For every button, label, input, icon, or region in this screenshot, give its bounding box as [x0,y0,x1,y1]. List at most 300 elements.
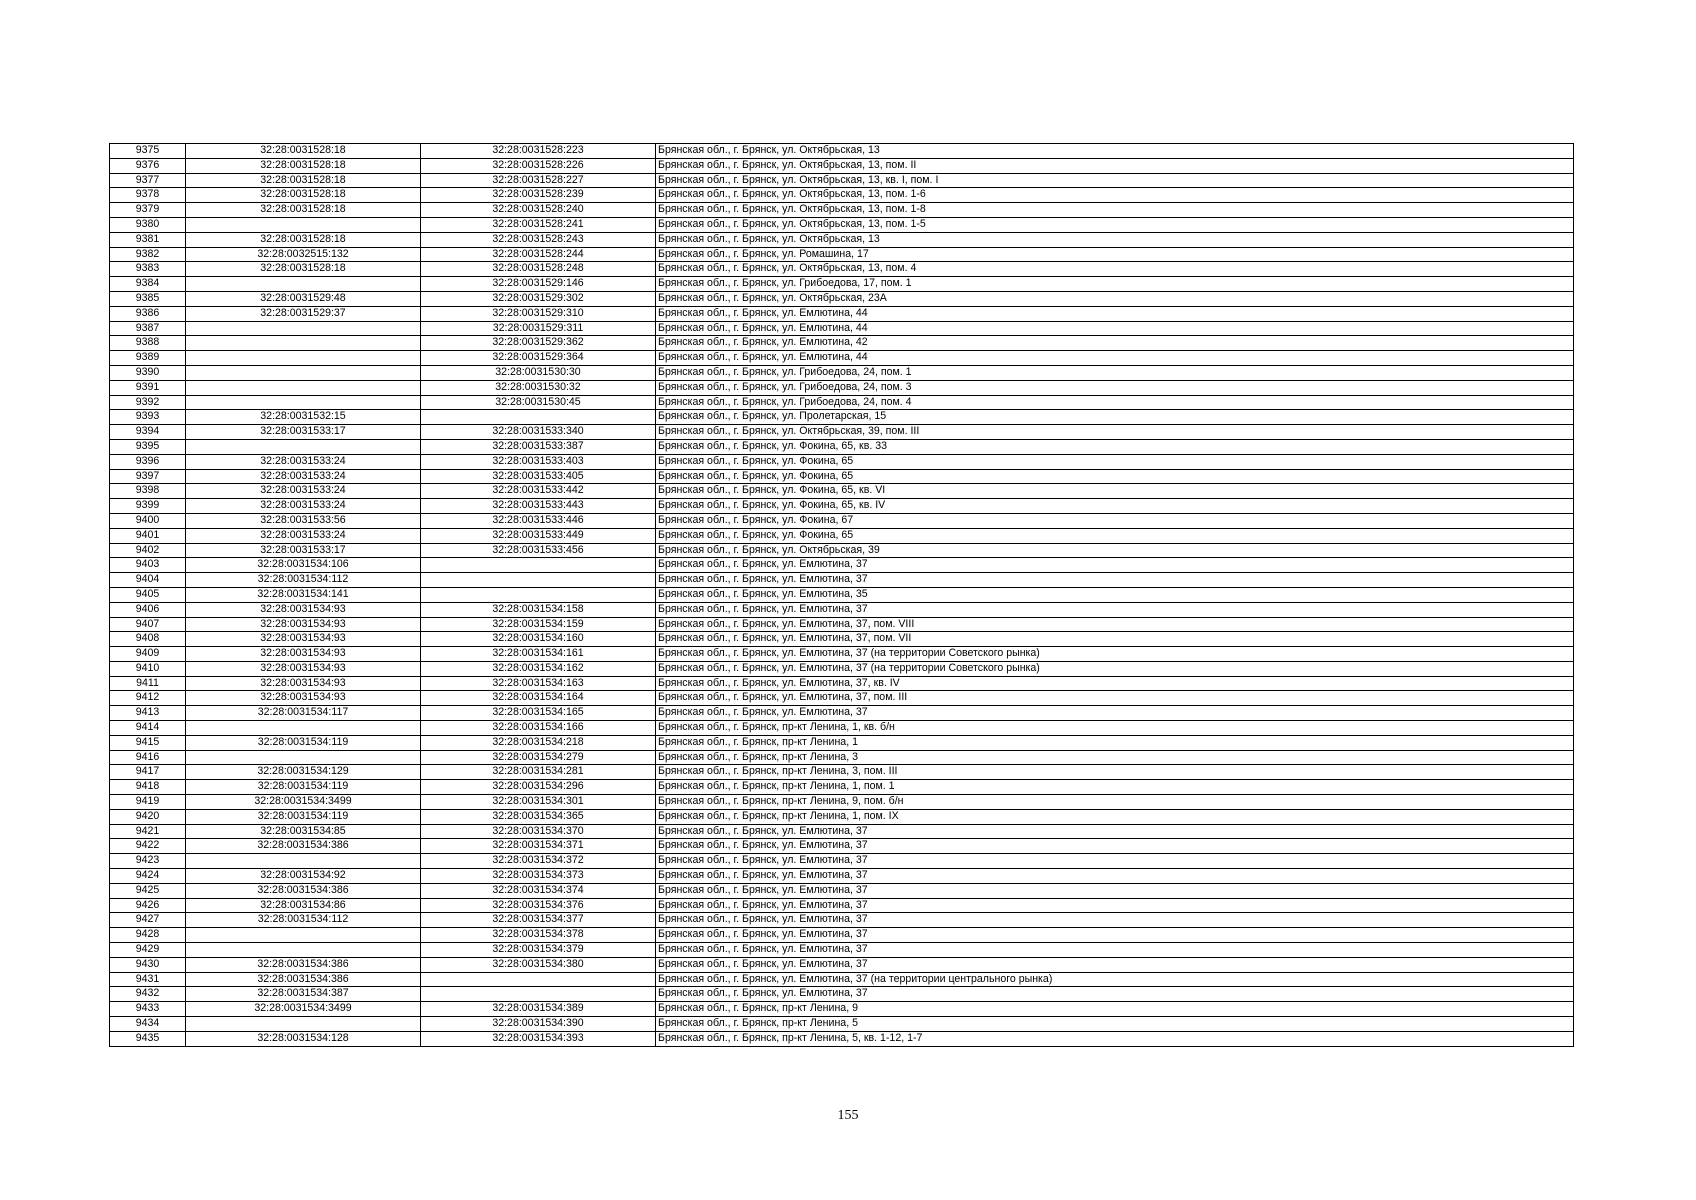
parent-cadastral-number-cell: 32:28:0031534:92 [186,869,421,884]
row-number-cell: 9410 [110,661,186,676]
table-row [110,1031,1574,1046]
table-row [110,336,1574,351]
page-number: 155 [837,1108,859,1123]
row-number-cell: 9409 [110,647,186,662]
parent-cadastral-number-cell: 32:28:0031533:24 [186,528,421,543]
parent-cadastral-number-cell: 32:28:0031534:386 [186,957,421,972]
row-number-cell: 9411 [110,676,186,691]
parent-cadastral-number-cell: 32:28:0031534:86 [186,898,421,913]
row-number-cell: 9378 [110,188,186,203]
table-row [110,144,1574,159]
address-cell: Брянская обл., г. Брянск, ул. Емлютина, 37 [656,913,1574,928]
table-row [110,425,1574,440]
cadastral-number-cell: 32:28:0031534:281 [421,765,656,780]
address-cell: Брянская обл., г. Брянск, ул. Емлютина, 37, пом. III [656,691,1574,706]
table-row [110,277,1574,292]
parent-cadastral-number-cell: 32:28:0031528:18 [186,262,421,277]
parent-cadastral-number-cell: 32:28:0031534:128 [186,1031,421,1046]
row-number-cell: 9412 [110,691,186,706]
address-cell: Брянская обл., г. Брянск, ул. Емлютина, 37 [656,957,1574,972]
address-cell: Брянская обл., г. Брянск, ул. Ромашина, 17 [656,247,1574,262]
parent-cadastral-number-cell: 32:28:0031533:24 [186,484,421,499]
address-cell: Брянская обл., г. Брянск, ул. Фокина, 65 [656,454,1574,469]
row-number-cell: 9424 [110,869,186,884]
table-row [110,943,1574,958]
address-cell: Брянская обл., г. Брянск, пр-кт Ленина, 1, пом. IX [656,809,1574,824]
parent-cadastral-number-cell [186,336,421,351]
parent-cadastral-number-cell: 32:28:0031534:93 [186,691,421,706]
row-number-cell: 9400 [110,513,186,528]
table-row [110,617,1574,632]
row-number-cell: 9395 [110,439,186,454]
cadastral-number-cell: 32:28:0031528:244 [421,247,656,262]
parent-cadastral-number-cell [186,1017,421,1032]
parent-cadastral-number-cell: 32:28:0031534:106 [186,558,421,573]
address-cell: Брянская обл., г. Брянск, ул. Фокина, 65, кв. IV [656,499,1574,514]
address-cell: Брянская обл., г. Брянск, ул. Емлютина, 44 [656,321,1574,336]
cadastral-number-cell: 32:28:0031534:279 [421,750,656,765]
cadastral-number-cell: 32:28:0031534:296 [421,780,656,795]
parent-cadastral-number-cell [186,217,421,232]
table-row [110,691,1574,706]
cadastral-number-cell [421,972,656,987]
parent-cadastral-number-cell [186,928,421,943]
cadastral-number-cell: 32:28:0031534:390 [421,1017,656,1032]
address-cell: Брянская обл., г. Брянск, ул. Октябрьская, 39 [656,543,1574,558]
cadastral-number-cell: 32:28:0031534:159 [421,617,656,632]
table-row [110,735,1574,750]
address-cell: Брянская обл., г. Брянск, ул. Емлютина, 35 [656,587,1574,602]
parent-cadastral-number-cell: 32:28:0031533:56 [186,513,421,528]
parent-cadastral-number-cell [186,277,421,292]
address-cell: Брянская обл., г. Брянск, ул. Фокина, 65 [656,528,1574,543]
row-number-cell: 9379 [110,203,186,218]
address-cell: Брянская обл., г. Брянск, ул. Емлютина, 44 [656,306,1574,321]
address-cell: Брянская обл., г. Брянск, ул. Октябрьская, 23А [656,291,1574,306]
address-cell: Брянская обл., г. Брянск, ул. Емлютина, 42 [656,336,1574,351]
table-row [110,247,1574,262]
table-row [110,528,1574,543]
cadastral-number-cell: 32:28:0031528:240 [421,203,656,218]
parent-cadastral-number-cell: 32:28:0031534:119 [186,780,421,795]
parent-cadastral-number-cell: 32:28:0031533:24 [186,469,421,484]
table-row [110,321,1574,336]
row-number-cell: 9384 [110,277,186,292]
cadastral-number-cell: 32:28:0031529:310 [421,306,656,321]
address-cell: Брянская обл., г. Брянск, ул. Емлютина, 37 [656,928,1574,943]
parent-cadastral-number-cell: 32:28:0031528:18 [186,144,421,159]
row-number-cell: 9377 [110,173,186,188]
address-cell: Брянская обл., г. Брянск, пр-кт Ленина, 5, кв. 1-12, 1-7 [656,1031,1574,1046]
table-row [110,499,1574,514]
cadastral-number-cell: 32:28:0031529:302 [421,291,656,306]
table-row [110,647,1574,662]
table-row [110,469,1574,484]
address-cell: Брянская обл., г. Брянск, ул. Фокина, 65, кв. 33 [656,439,1574,454]
parent-cadastral-number-cell: 32:28:0031528:18 [186,188,421,203]
table-row [110,1002,1574,1017]
parent-cadastral-number-cell: 32:28:0031534:386 [186,839,421,854]
parent-cadastral-number-cell [186,439,421,454]
parent-cadastral-number-cell: 32:28:0031529:48 [186,291,421,306]
row-number-cell: 9421 [110,824,186,839]
parent-cadastral-number-cell: 32:28:0031528:18 [186,173,421,188]
row-number-cell: 9420 [110,809,186,824]
cadastral-number-cell: 32:28:0031529:146 [421,277,656,292]
table-row [110,1017,1574,1032]
table-row [110,824,1574,839]
address-cell: Брянская обл., г. Брянск, пр-кт Ленина, 9 [656,1002,1574,1017]
table-row [110,854,1574,869]
row-number-cell: 9402 [110,543,186,558]
table-row [110,217,1574,232]
row-number-cell: 9419 [110,795,186,810]
cadastral-number-cell: 32:28:0031533:456 [421,543,656,558]
table-row [110,587,1574,602]
cadastral-number-cell: 32:28:0031528:239 [421,188,656,203]
address-cell: Брянская обл., г. Брянск, ул. Грибоедова, 17, пом. 1 [656,277,1574,292]
parent-cadastral-number-cell [186,321,421,336]
row-number-cell: 9389 [110,351,186,366]
cadastral-number-cell: 32:28:0031534:393 [421,1031,656,1046]
table-row [110,869,1574,884]
address-cell: Брянская обл., г. Брянск, ул. Пролетарская, 15 [656,410,1574,425]
cadastral-number-cell: 32:28:0031533:405 [421,469,656,484]
cadastral-number-cell: 32:28:0031534:374 [421,883,656,898]
row-number-cell: 9385 [110,291,186,306]
cadastral-number-cell: 32:28:0031534:161 [421,647,656,662]
cadastral-number-cell: 32:28:0031534:301 [421,795,656,810]
row-number-cell: 9425 [110,883,186,898]
parent-cadastral-number-cell: 32:28:0031534:119 [186,735,421,750]
cadastral-number-cell: 32:28:0031528:241 [421,217,656,232]
row-number-cell: 9435 [110,1031,186,1046]
row-number-cell: 9417 [110,765,186,780]
cadastral-number-cell: 32:28:0031534:365 [421,809,656,824]
table-row [110,365,1574,380]
row-number-cell: 9388 [110,336,186,351]
cadastral-number-cell: 32:28:0031529:362 [421,336,656,351]
table-row [110,513,1574,528]
parent-cadastral-number-cell [186,351,421,366]
row-number-cell: 9433 [110,1002,186,1017]
table-row [110,454,1574,469]
address-cell: Брянская обл., г. Брянск, ул. Октябрьская, 13, пом. 1-8 [656,203,1574,218]
address-cell: Брянская обл., г. Брянск, ул. Октябрьская, 39, пом. III [656,425,1574,440]
address-cell: Брянская обл., г. Брянск, ул. Емлютина, 37 [656,943,1574,958]
parent-cadastral-number-cell: 32:28:0031534:119 [186,809,421,824]
row-number-cell: 9393 [110,410,186,425]
parent-cadastral-number-cell: 32:28:0031533:17 [186,543,421,558]
cadastral-number-cell: 32:28:0031534:160 [421,632,656,647]
cadastral-number-cell: 32:28:0031534:372 [421,854,656,869]
table-row [110,750,1574,765]
address-cell: Брянская обл., г. Брянск, ул. Емлютина, 37 [656,883,1574,898]
table-row [110,765,1574,780]
row-number-cell: 9416 [110,750,186,765]
address-cell: Брянская обл., г. Брянск, ул. Емлютина, 37 [656,573,1574,588]
row-number-cell: 9413 [110,706,186,721]
cadastral-number-cell: 32:28:0031528:227 [421,173,656,188]
cadastral-number-cell: 32:28:0031528:248 [421,262,656,277]
address-cell: Брянская обл., г. Брянск, ул. Грибоедова, 24, пом. 4 [656,395,1574,410]
table-row [110,203,1574,218]
table-row [110,898,1574,913]
row-number-cell: 9380 [110,217,186,232]
address-cell: Брянская обл., г. Брянск, пр-кт Ленина, 5 [656,1017,1574,1032]
cadastral-number-cell [421,573,656,588]
parent-cadastral-number-cell: 32:28:0031534:141 [186,587,421,602]
table-row [110,262,1574,277]
address-cell: Брянская обл., г. Брянск, ул. Октябрьская, 13, пом. 1-6 [656,188,1574,203]
address-cell: Брянская обл., г. Брянск, ул. Октябрьская, 13, пом. 1-5 [656,217,1574,232]
table-row [110,232,1574,247]
parent-cadastral-number-cell: 32:28:0031534:386 [186,883,421,898]
row-number-cell: 9390 [110,365,186,380]
parent-cadastral-number-cell: 32:28:0031528:18 [186,203,421,218]
cadastral-number-cell: 32:28:0031534:164 [421,691,656,706]
parent-cadastral-number-cell: 32:28:0031534:93 [186,632,421,647]
row-number-cell: 9387 [110,321,186,336]
table-row [110,573,1574,588]
address-cell: Брянская обл., г. Брянск, пр-кт Ленина, 1 [656,735,1574,750]
row-number-cell: 9396 [110,454,186,469]
parent-cadastral-number-cell [186,380,421,395]
table-row [110,809,1574,824]
parent-cadastral-number-cell: 32:28:0031534:386 [186,972,421,987]
registry-table [109,143,1574,1047]
table-row [110,661,1574,676]
table-row [110,972,1574,987]
row-number-cell: 9423 [110,854,186,869]
address-cell: Брянская обл., г. Брянск, ул. Емлютина, 37 [656,558,1574,573]
parent-cadastral-number-cell: 32:28:0031529:37 [186,306,421,321]
parent-cadastral-number-cell: 32:28:0031534:93 [186,676,421,691]
table-row [110,173,1574,188]
parent-cadastral-number-cell: 32:28:0031534:93 [186,602,421,617]
cadastral-number-cell: 32:28:0031533:340 [421,425,656,440]
table-row [110,721,1574,736]
address-cell: Брянская обл., г. Брянск, ул. Грибоедова, 24, пом. 3 [656,380,1574,395]
cadastral-number-cell [421,410,656,425]
row-number-cell: 9431 [110,972,186,987]
row-number-cell: 9403 [110,558,186,573]
row-number-cell: 9397 [110,469,186,484]
row-number-cell: 9381 [110,232,186,247]
cadastral-number-cell: 32:28:0031534:163 [421,676,656,691]
address-cell: Брянская обл., г. Брянск, ул. Емлютина, 37 [656,869,1574,884]
cadastral-number-cell: 32:28:0031534:376 [421,898,656,913]
address-cell: Брянская обл., г. Брянск, ул. Емлютина, 37 (на территории центрального рынка) [656,972,1574,987]
row-number-cell: 9430 [110,957,186,972]
table-row [110,439,1574,454]
parent-cadastral-number-cell: 32:28:0031534:117 [186,706,421,721]
row-number-cell: 9394 [110,425,186,440]
address-cell: Брянская обл., г. Брянск, ул. Емлютина, 37 [656,854,1574,869]
row-number-cell: 9401 [110,528,186,543]
row-number-cell: 9414 [110,721,186,736]
address-cell: Брянская обл., г. Брянск, пр-кт Ленина, 1, кв. б/н [656,721,1574,736]
table-row [110,987,1574,1002]
cadastral-number-cell [421,987,656,1002]
table-row [110,839,1574,854]
row-number-cell: 9426 [110,898,186,913]
row-number-cell: 9415 [110,735,186,750]
address-cell: Брянская обл., г. Брянск, ул. Емлютина, 37, кв. IV [656,676,1574,691]
row-number-cell: 9408 [110,632,186,647]
row-number-cell: 9434 [110,1017,186,1032]
address-cell: Брянская обл., г. Брянск, пр-кт Ленина, 1, пом. 1 [656,780,1574,795]
cadastral-number-cell: 32:28:0031534:373 [421,869,656,884]
table-row [110,158,1574,173]
row-number-cell: 9375 [110,144,186,159]
parent-cadastral-number-cell: 32:28:0031528:18 [186,158,421,173]
parent-cadastral-number-cell: 32:28:0031534:3499 [186,795,421,810]
address-cell: Брянская обл., г. Брянск, ул. Емлютина, 37 [656,602,1574,617]
table-row [110,913,1574,928]
parent-cadastral-number-cell: 32:28:0031533:24 [186,499,421,514]
parent-cadastral-number-cell: 32:28:0031533:24 [186,454,421,469]
cadastral-number-cell: 32:28:0031534:162 [421,661,656,676]
cadastral-number-cell: 32:28:0031533:449 [421,528,656,543]
table-row [110,795,1574,810]
cadastral-number-cell [421,558,656,573]
parent-cadastral-number-cell [186,943,421,958]
address-cell: Брянская обл., г. Брянск, ул. Емлютина, 37 (на территории Советского рынка) [656,661,1574,676]
parent-cadastral-number-cell: 32:28:0031534:85 [186,824,421,839]
row-number-cell: 9432 [110,987,186,1002]
address-cell: Брянская обл., г. Брянск, ул. Октябрьская, 13, пом. 4 [656,262,1574,277]
row-number-cell: 9428 [110,928,186,943]
cadastral-number-cell: 32:28:0031530:30 [421,365,656,380]
row-number-cell: 9376 [110,158,186,173]
parent-cadastral-number-cell [186,854,421,869]
parent-cadastral-number-cell: 32:28:0031534:93 [186,661,421,676]
parent-cadastral-number-cell [186,365,421,380]
address-cell: Брянская обл., г. Брянск, ул. Фокина, 67 [656,513,1574,528]
row-number-cell: 9383 [110,262,186,277]
table-row [110,883,1574,898]
address-cell: Брянская обл., г. Брянск, ул. Емлютина, 37 [656,987,1574,1002]
table-row [110,957,1574,972]
parent-cadastral-number-cell: 32:28:0032515:132 [186,247,421,262]
cadastral-number-cell: 32:28:0031530:32 [421,380,656,395]
cadastral-number-cell: 32:28:0031528:223 [421,144,656,159]
parent-cadastral-number-cell: 32:28:0031534:93 [186,647,421,662]
table-row [110,484,1574,499]
table-row [110,928,1574,943]
row-number-cell: 9429 [110,943,186,958]
address-cell: Брянская обл., г. Брянск, ул. Емлютина, 37 [656,898,1574,913]
table-row [110,351,1574,366]
row-number-cell: 9392 [110,395,186,410]
row-number-cell: 9382 [110,247,186,262]
cadastral-number-cell: 32:28:0031529:311 [421,321,656,336]
row-number-cell: 9407 [110,617,186,632]
cadastral-number-cell: 32:28:0031534:165 [421,706,656,721]
address-cell: Брянская обл., г. Брянск, ул. Емлютина, 37 [656,706,1574,721]
parent-cadastral-number-cell [186,395,421,410]
parent-cadastral-number-cell: 32:28:0031534:387 [186,987,421,1002]
cadastral-number-cell: 32:28:0031534:371 [421,839,656,854]
row-number-cell: 9405 [110,587,186,602]
table-row [110,543,1574,558]
table-row [110,676,1574,691]
row-number-cell: 9427 [110,913,186,928]
row-number-cell: 9399 [110,499,186,514]
cadastral-number-cell: 32:28:0031528:243 [421,232,656,247]
row-number-cell: 9391 [110,380,186,395]
cadastral-number-cell: 32:28:0031533:443 [421,499,656,514]
table-row [110,395,1574,410]
table-row [110,410,1574,425]
table-row [110,291,1574,306]
address-cell: Брянская обл., г. Брянск, ул. Фокина, 65 [656,469,1574,484]
address-cell: Брянская обл., г. Брянск, ул. Фокина, 65, кв. VI [656,484,1574,499]
row-number-cell: 9418 [110,780,186,795]
table-row [110,188,1574,203]
address-cell: Брянская обл., г. Брянск, ул. Октябрьская, 13, пом. II [656,158,1574,173]
parent-cadastral-number-cell: 32:28:0031534:112 [186,913,421,928]
table-row [110,632,1574,647]
table-row [110,602,1574,617]
parent-cadastral-number-cell: 32:28:0031528:18 [186,232,421,247]
registry-table-body [110,144,1574,1047]
table-row [110,706,1574,721]
cadastral-number-cell: 32:28:0031534:158 [421,602,656,617]
address-cell: Брянская обл., г. Брянск, ул. Октябрьская, 13 [656,232,1574,247]
row-number-cell: 9406 [110,602,186,617]
parent-cadastral-number-cell [186,721,421,736]
table-row [110,558,1574,573]
row-number-cell: 9404 [110,573,186,588]
address-cell: Брянская обл., г. Брянск, пр-кт Ленина, 3 [656,750,1574,765]
row-number-cell: 9422 [110,839,186,854]
cadastral-number-cell: 32:28:0031529:364 [421,351,656,366]
address-cell: Брянская обл., г. Брянск, ул. Емлютина, 37, пом. VII [656,632,1574,647]
address-cell: Брянская обл., г. Брянск, ул. Емлютина, 37 [656,839,1574,854]
cadastral-number-cell [421,587,656,602]
cadastral-number-cell: 32:28:0031533:442 [421,484,656,499]
cadastral-number-cell: 32:28:0031533:387 [421,439,656,454]
parent-cadastral-number-cell: 32:28:0031534:3499 [186,1002,421,1017]
address-cell: Брянская обл., г. Брянск, пр-кт Ленина, 9, пом. б/н [656,795,1574,810]
address-cell: Брянская обл., г. Брянск, ул. Грибоедова, 24, пом. 1 [656,365,1574,380]
parent-cadastral-number-cell [186,750,421,765]
cadastral-number-cell: 32:28:0031533:446 [421,513,656,528]
cadastral-number-cell: 32:28:0031533:403 [421,454,656,469]
row-number-cell: 9398 [110,484,186,499]
table-row [110,780,1574,795]
cadastral-number-cell: 32:28:0031528:226 [421,158,656,173]
cadastral-number-cell: 32:28:0031530:45 [421,395,656,410]
cadastral-number-cell: 32:28:0031534:378 [421,928,656,943]
address-cell: Брянская обл., г. Брянск, ул. Емлютина, 37 (на территории Советского рынка) [656,647,1574,662]
table-row [110,380,1574,395]
parent-cadastral-number-cell: 32:28:0031532:15 [186,410,421,425]
cadastral-number-cell: 32:28:0031534:166 [421,721,656,736]
parent-cadastral-number-cell: 32:28:0031534:93 [186,617,421,632]
table-row [110,306,1574,321]
address-cell: Брянская обл., г. Брянск, ул. Октябрьская, 13, кв. I, пом. I [656,173,1574,188]
cadastral-number-cell: 32:28:0031534:389 [421,1002,656,1017]
cadastral-number-cell: 32:28:0031534:380 [421,957,656,972]
parent-cadastral-number-cell: 32:28:0031534:112 [186,573,421,588]
row-number-cell: 9386 [110,306,186,321]
cadastral-number-cell: 32:28:0031534:379 [421,943,656,958]
cadastral-number-cell: 32:28:0031534:377 [421,913,656,928]
cadastral-number-cell: 32:28:0031534:218 [421,735,656,750]
